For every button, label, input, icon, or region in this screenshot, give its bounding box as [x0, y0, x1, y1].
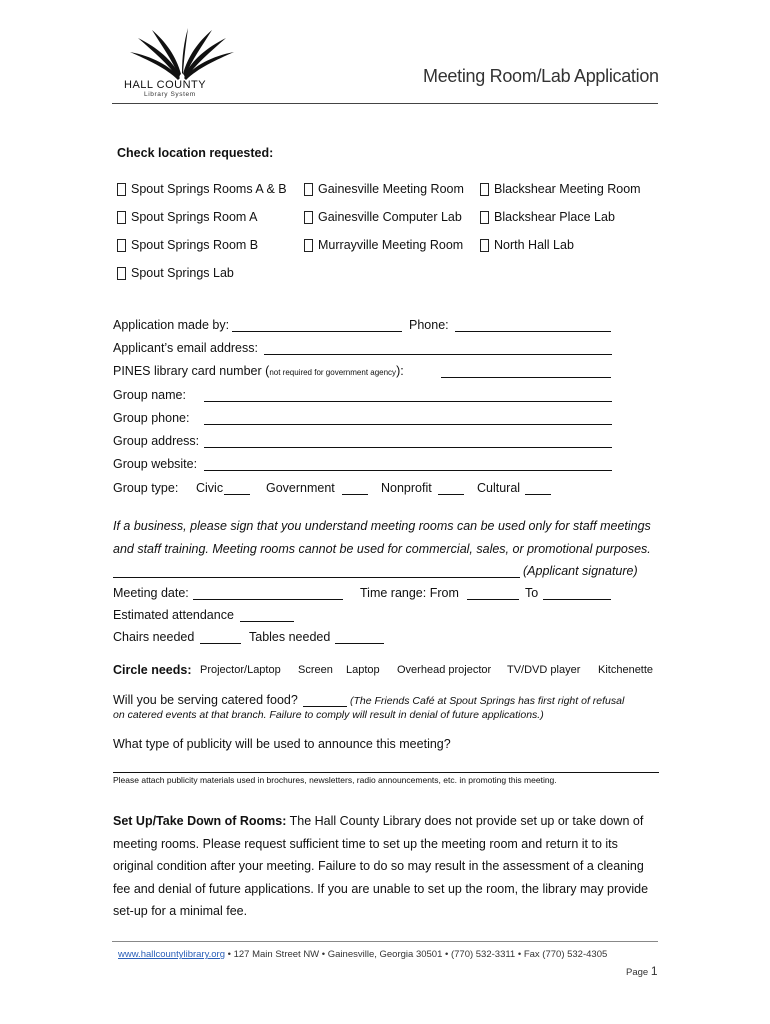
publicity-note: Please attach publicity materials used in brochures, newsletters, radio announcements, etc. in promoting this meeting.	[113, 775, 557, 785]
group-type-cultural: Cultural	[477, 481, 521, 495]
catering-note-line1: (The Friends Café at Spout Springs has first right of refusal	[350, 695, 625, 707]
setup-heading: Set Up/Take Down of Rooms:	[113, 814, 287, 828]
attendance-field[interactable]	[240, 621, 294, 622]
location-option[interactable]	[480, 182, 641, 196]
location-label: Spout Springs Room A	[131, 210, 258, 224]
group-name-field[interactable]	[204, 401, 612, 402]
group-type-nonprofit: Nonprofit	[381, 481, 432, 495]
need-kitchenette[interactable]: Kitchenette	[598, 664, 654, 676]
need-tv-dvd-player[interactable]: TV/DVD player	[507, 664, 581, 676]
location-label: Blackshear Place Lab	[494, 210, 615, 224]
time-from-label: Time range: From	[360, 586, 459, 600]
tables-field[interactable]	[335, 643, 384, 644]
footer-contact	[118, 949, 607, 960]
group-address-field[interactable]	[204, 447, 612, 448]
checkbox[interactable]	[480, 211, 489, 224]
title-divider	[112, 103, 658, 104]
group-type-civic: Civic	[196, 481, 224, 495]
applicant-signature-label: (Applicant signature)	[523, 564, 638, 578]
group-website-field[interactable]	[204, 470, 612, 471]
location-option[interactable]	[117, 182, 287, 196]
civic-blank[interactable]	[224, 494, 250, 495]
setup-paragraph	[113, 810, 659, 923]
applicant-signature-field[interactable]	[113, 577, 520, 578]
checkbox[interactable]	[117, 267, 126, 280]
page-number	[626, 964, 658, 978]
location-label: Blackshear Meeting Room	[494, 182, 641, 196]
setup-text-5: set-up for a minimal fee.	[113, 904, 248, 918]
page-label: Page	[626, 967, 649, 978]
need-projector-laptop[interactable]: Projector/Laptop	[200, 664, 281, 676]
group-type-label: Group type:	[113, 481, 179, 495]
footer-address: • 127 Main Street NW • Gainesville, Georgia 30501 • (770) 532-3311 • Fax (770) 532-4305	[225, 949, 608, 960]
checkbox[interactable]	[117, 211, 126, 224]
location-label: Gainesville Computer Lab	[318, 210, 462, 224]
footer-website-link[interactable]: www.hallcountylibrary.org	[118, 949, 226, 960]
group-name-label: Group name:	[113, 388, 186, 402]
business-notice-line2: and staff training. Meeting rooms cannot be used for commercial, sales, or promotional purposes.	[113, 542, 651, 556]
location-option[interactable]	[480, 238, 574, 252]
pines-card-field[interactable]	[441, 377, 611, 378]
attendance-label: Estimated attendance	[113, 608, 234, 622]
publicity-question: What type of publicity will be used to announce this meeting?	[113, 737, 451, 751]
publicity-field[interactable]	[113, 772, 659, 773]
location-label: North Hall Lab	[494, 238, 574, 252]
application-made-by-field[interactable]	[232, 331, 402, 332]
checkbox[interactable]	[117, 183, 126, 196]
need-overhead-projector[interactable]: Overhead projector	[397, 664, 492, 676]
setup-text-4: fee and denial of future applications. If you are unable to set up the room, the library may provide	[113, 881, 649, 896]
group-phone-field[interactable]	[204, 424, 612, 425]
pines-label-suffix: ):	[396, 364, 404, 378]
setup-text-3: original condition after your meeting. Failure to do so may result in the assessment of a cleaning	[113, 859, 644, 873]
business-notice-line1: If a business, please sign that you understand meeting rooms can be used only for staff meetings	[113, 519, 651, 533]
time-to-label: To	[525, 586, 539, 600]
needs-label: Circle needs:	[113, 663, 192, 677]
application-made-by-label: Application made by:	[113, 318, 230, 332]
chairs-label: Chairs needed	[113, 630, 195, 644]
location-option[interactable]	[117, 238, 258, 252]
location-section-label: Check location requested:	[117, 146, 274, 160]
setup-text-1: The Hall County Library does not provide set up or take down of	[286, 814, 644, 828]
location-option[interactable]	[304, 210, 462, 224]
group-phone-label: Group phone:	[113, 411, 190, 425]
checkbox[interactable]	[480, 239, 489, 252]
group-website-label: Group website:	[113, 457, 198, 471]
email-label: Applicant’s email address:	[113, 341, 258, 355]
pines-card-label	[113, 364, 404, 378]
location-label: Gainesville Meeting Room	[318, 182, 464, 196]
time-to-field[interactable]	[543, 599, 611, 600]
catering-field[interactable]	[303, 706, 347, 707]
government-blank[interactable]	[342, 494, 368, 495]
need-screen[interactable]: Screen	[298, 664, 333, 676]
location-option[interactable]	[304, 238, 463, 252]
location-label: Spout Springs Lab	[131, 266, 234, 280]
pines-label-text: PINES library card number (	[113, 364, 270, 378]
location-label: Spout Springs Room B	[131, 238, 259, 252]
meeting-date-field[interactable]	[193, 599, 343, 600]
footer-divider	[112, 941, 658, 942]
need-laptop[interactable]: Laptop	[346, 664, 380, 676]
location-option[interactable]	[117, 266, 234, 280]
group-type-government: Government	[266, 481, 335, 495]
phone-label: Phone:	[409, 318, 449, 332]
document-title: Meeting Room/Lab Application	[423, 66, 659, 86]
catering-question: Will you be serving catered food?	[113, 693, 298, 707]
group-address-label: Group address:	[113, 434, 200, 448]
phone-field[interactable]	[455, 331, 611, 332]
chairs-field[interactable]	[200, 643, 241, 644]
nonprofit-blank[interactable]	[438, 494, 464, 495]
time-from-field[interactable]	[467, 599, 519, 600]
tables-label: Tables needed	[249, 630, 331, 644]
page-number-value: 1	[650, 964, 658, 978]
setup-text-2: meeting rooms. Please request sufficient time to set up the meeting room and return it to its	[113, 836, 618, 851]
meeting-date-label: Meeting date:	[113, 586, 189, 600]
checkbox[interactable]	[304, 183, 313, 196]
checkbox[interactable]	[304, 239, 313, 252]
location-option[interactable]	[480, 210, 615, 224]
location-option[interactable]	[117, 210, 257, 224]
cultural-blank[interactable]	[525, 494, 551, 495]
location-option[interactable]	[304, 182, 464, 196]
checkbox[interactable]	[304, 211, 313, 224]
checkbox[interactable]	[480, 183, 489, 196]
location-label: Spout Springs Rooms A & B	[131, 182, 287, 196]
location-label: Murrayville Meeting Room	[318, 238, 464, 252]
logo-subtitle: Library System	[144, 91, 196, 98]
logo-name: HALL COUNTY	[124, 79, 207, 91]
checkbox[interactable]	[117, 239, 126, 252]
catering-note-line2: on catered events at that branch. Failure to comply will result in denial of future applications.)	[113, 709, 544, 721]
pines-note: not required for government agency	[269, 368, 397, 377]
email-field[interactable]	[264, 354, 612, 355]
